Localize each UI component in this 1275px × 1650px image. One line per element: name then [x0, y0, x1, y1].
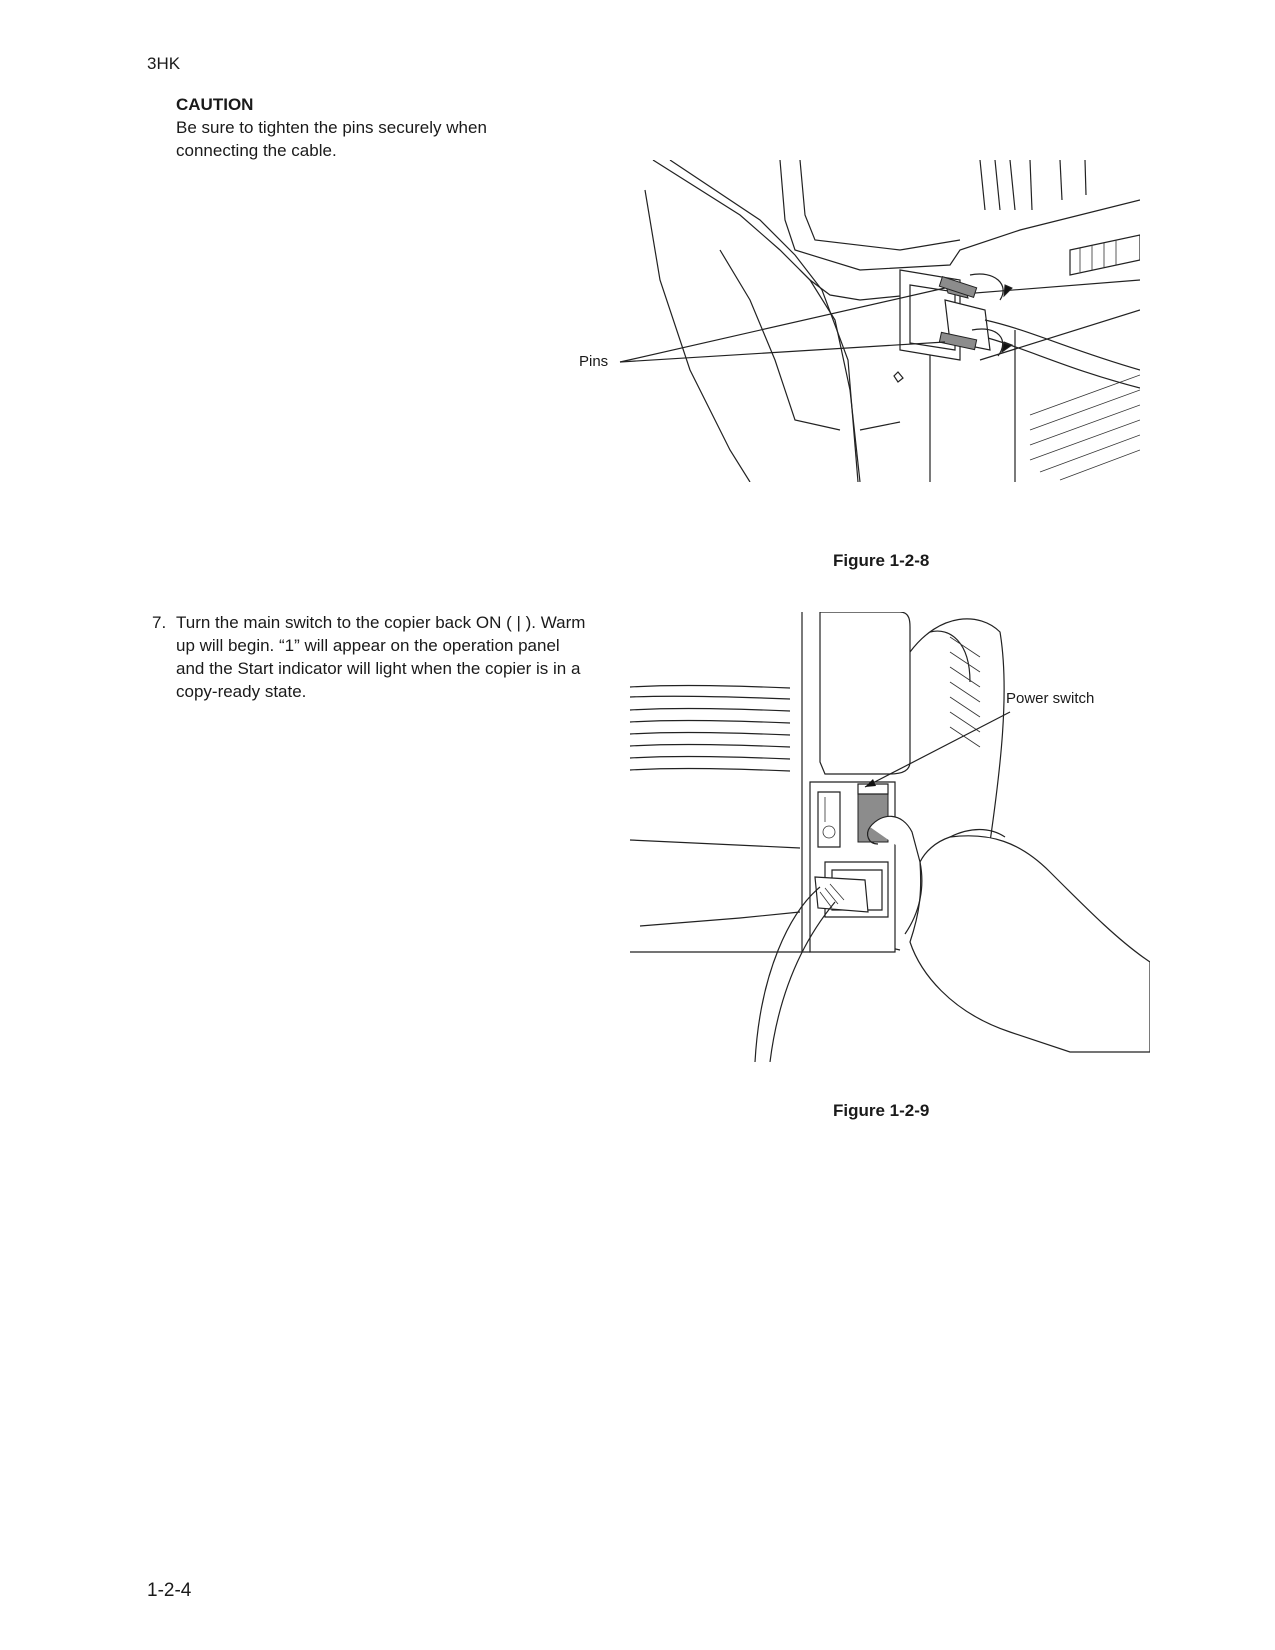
connector-illustration — [600, 160, 1140, 482]
step-7 — [152, 611, 592, 703]
caution-note — [176, 93, 556, 162]
step-text: Turn the main switch to the copier back ON ( | ). Warm up will begin. “1” will appear on the operation panel and the Start indicator will light when the copier is in a copy-ready state. — [176, 613, 586, 701]
pins-label: Pins — [579, 353, 609, 370]
figure-1-caption: Figure 1-2-8 — [833, 551, 930, 570]
caution-body: Be sure to tighten the pins securely when connecting the cable. — [176, 118, 487, 160]
figure-connector-pins — [579, 160, 1140, 482]
power-switch-label: Power switch — [1006, 690, 1095, 707]
figure-2-caption: Figure 1-2-9 — [833, 1101, 930, 1120]
figure-power-switch — [620, 612, 1150, 1062]
power-switch-illustration — [620, 612, 1150, 1062]
model-code: 3HK — [147, 54, 181, 73]
step-number: 7. — [152, 613, 167, 632]
page-number: 1-2-4 — [147, 1580, 192, 1601]
caution-title: CAUTION — [176, 95, 254, 114]
